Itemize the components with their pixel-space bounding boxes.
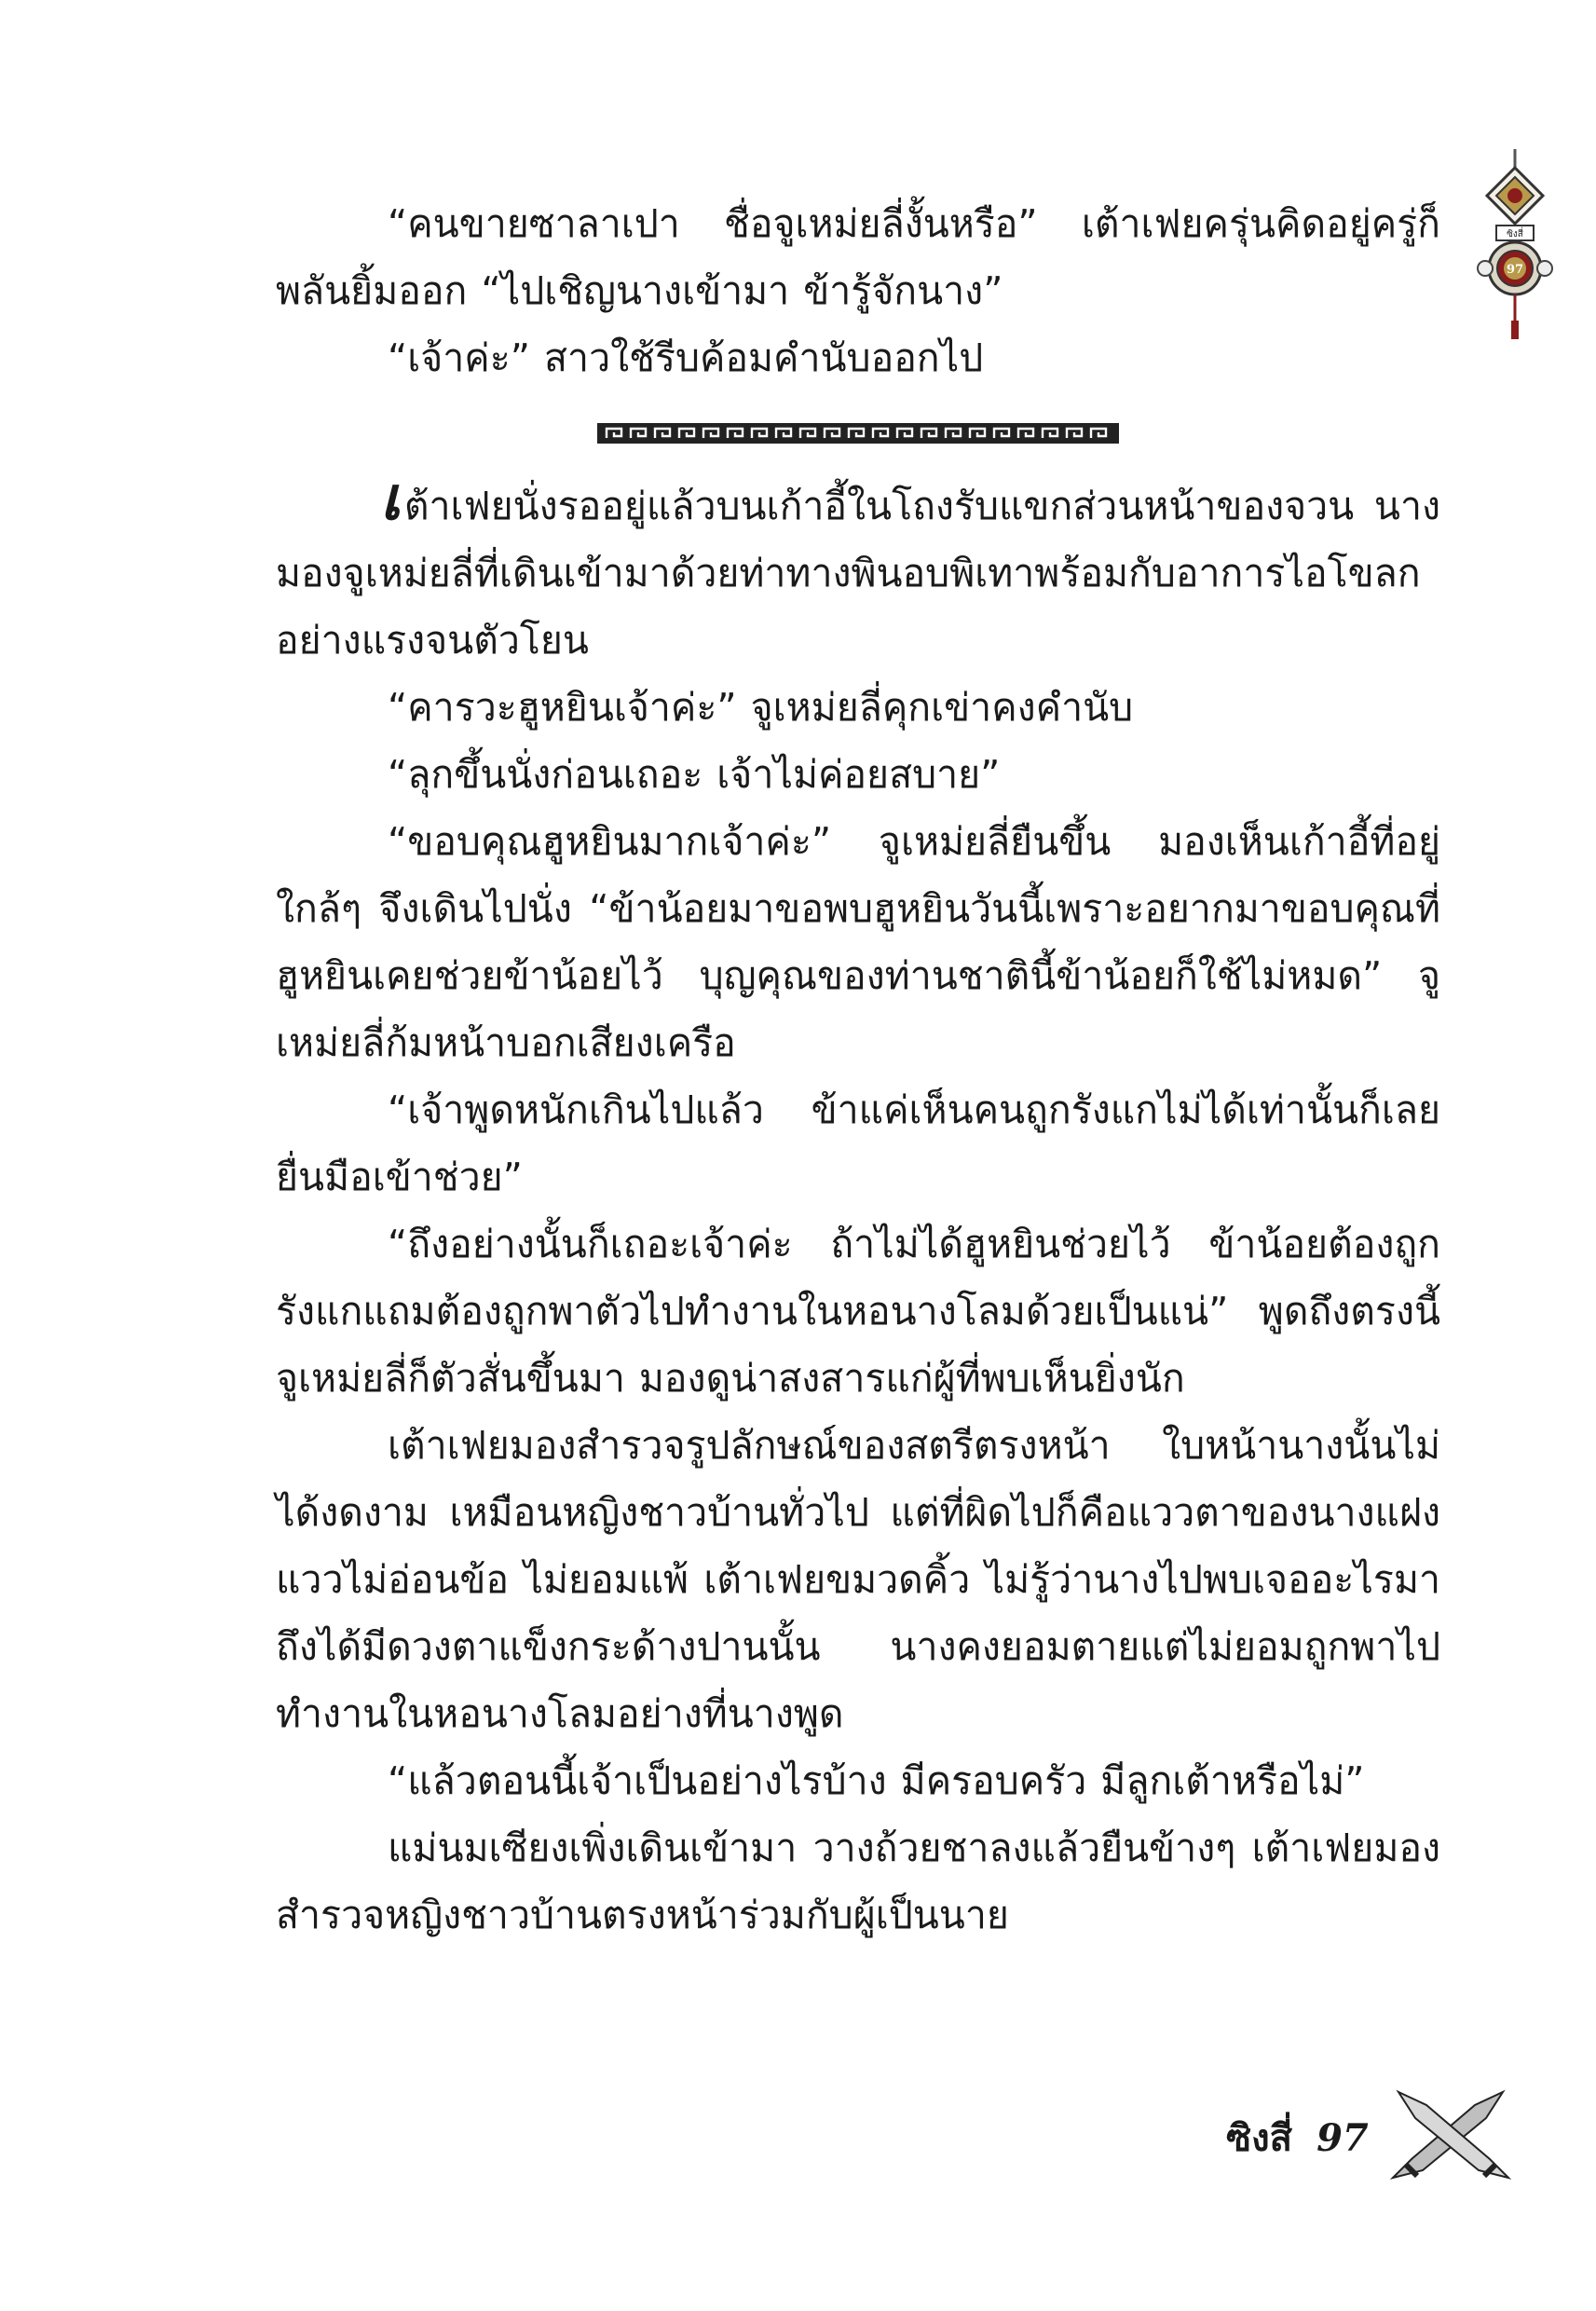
page-footer [1226,2082,1516,2194]
paragraph: “คนขายซาลาเปา ชื่อจูเหม่ยลี่งั้นหรือ” เต้าเฟยครุ่นคิดอยู่ครู่ก็พลันยิ้มออก “ไปเชิญนางเข้ามา ข้ารู้จักนาง” [276,201,1440,313]
paragraph-with-dropcap [276,464,1440,674]
paragraph: “คารวะฮูหยินเจ้าค่ะ” จูเหม่ยลี่คุกเข่าคงคำนับ [388,685,1134,730]
chinese-knot-emblem-icon [1470,149,1560,345]
svg-text:97: 97 [1506,263,1524,277]
paragraph-text: ต้าเฟยนั่งรออยู่แล้วบนเก้าอี้ในโถงรับแขกส่วนหน้าของจวน นางมองจูเหม่ยลี่ที่เดินเข้ามาด้วยท่าทางพินอบพิเทาพร้อมกับอาการไอโขลกอย่างแรงจนตัวโยน [276,484,1440,663]
crossed-daggers-icon [1385,2086,1516,2189]
body-text [276,190,1440,1949]
paragraph: แม่นมเซียงเพิ่งเดินเข้ามา วางถ้วยชาลงแล้วยืนข้างๆ เต้าเฟยมองสำรวจหญิงชาวบ้านตรงหน้าร่วมกับผู้เป็นนาย [276,1826,1440,1937]
running-title: ซิงสี่ [1226,2116,1293,2160]
paragraph: “เจ้าพูดหนักเกินไปแล้ว ข้าแค่เห็นคนถูกรังแกไม่ได้เท่านั้นก็เลยยื่นมือเข้าช่วย” [276,1087,1440,1199]
section-divider-ornament-icon [276,399,1440,468]
paragraph: “แล้วตอนนี้เจ้าเป็นอย่างไรบ้าง มีครอบครัว มีลูกเต้าหรือไม่” [388,1758,1365,1803]
svg-text:ซิงสี่: ซิงสี่ [1507,229,1523,239]
drop-cap: เ [380,464,401,534]
paragraph: เต้าเฟยมองสำรวจรูปลักษณ์ของสตรีตรงหน้า ใบหน้านางนั้นไม่ได้งดงาม เหมือนหญิงชาวบ้านทั่วไป แต่ที่ผิดไปก็คือแววตาของนางแฝงแววไม่อ่อนข้อ ไม่ยอมแพ้ เต้าเฟยขมวดคิ้ว ไม่รู้ว่านางไปพบเจออะไรมาถึงได้มีดวงตาแข็งกระด้างปานนั้น นางคงยอมตายแต่ไม่ยอมถูกพาไปทำงานในหอนางโลมอย่างที่นางพูด [276,1423,1440,1736]
page-number: 97 [1316,2115,1369,2160]
paragraph: “ลุกขึ้นนั่งก่อนเถอะ เจ้าไม่ค่อยสบาย” [388,752,1001,797]
paragraph: “ถึงอย่างนั้นก็เถอะเจ้าค่ะ ถ้าไม่ได้ฮูหยินช่วยไว้ ข้าน้อยต้องถูกรังแกแถมต้องถูกพาตัวไปทำงานในหอนางโลมด้วยเป็นแน่” พูดถึงตรงนี้ จูเหม่ยลี่ก็ตัวสั่นขึ้นมา มองดูน่าสงสารแก่ผู้ที่พบเห็นยิ่งนัก [276,1222,1440,1401]
paragraph: “ขอบคุณฮูหยินมากเจ้าค่ะ” จูเหม่ยลี่ยืนขึ้น มองเห็นเก้าอี้ที่อยู่ใกล้ๆ จึงเดินไปนั่ง “ข้าน้อยมาขอพบฮูหยินวันนี้เพราะอยากมาขอบคุณที่ฮูหยินเคยช่วยข้าน้อยไว้ บุญคุณของท่านชาตินี้ข้าน้อยก็ใช้ไม่หมด” จูเหม่ยลี่ก้มหน้าบอกเสียงเครือ [276,819,1440,1065]
paragraph: “เจ้าค่ะ” สาวใช้รีบค้อมคำนับออกไป [388,335,984,380]
